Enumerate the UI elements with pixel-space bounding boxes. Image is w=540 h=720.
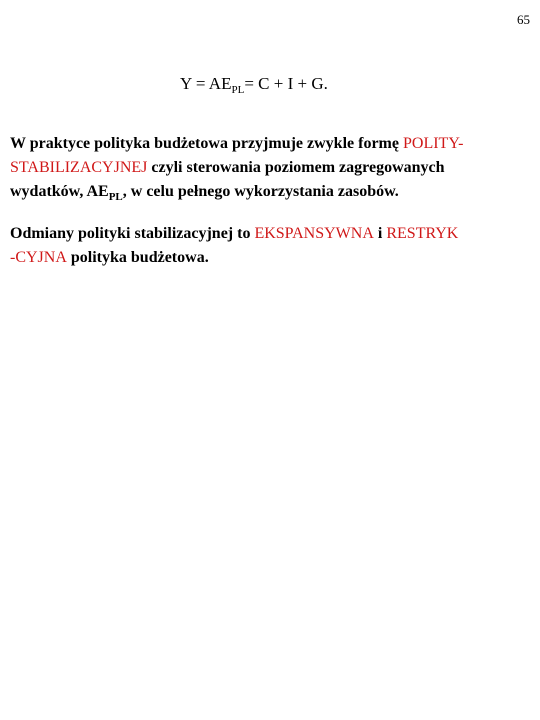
- formula-lhs: Y = AE: [180, 74, 232, 93]
- paragraph1-text-a: W praktyce polityka budżetowa przyjmuje zwykle formę: [10, 135, 403, 152]
- formula: [180, 74, 328, 94]
- formula-rhs: = C + I + G.: [244, 74, 328, 93]
- paragraph2-text-b: i: [373, 225, 387, 242]
- paragraph1-subscript: PL: [108, 191, 123, 203]
- paragraph1-highlight-polity: POLITY-: [402, 135, 464, 152]
- paragraph1-line2: [10, 156, 532, 180]
- paragraph1-highlight-stabilizacyjnej: STABILIZACYJNEJ: [10, 159, 148, 176]
- page-number: 65: [517, 12, 530, 27]
- paragraph2-text-c: polityka budżetowa.: [66, 249, 209, 266]
- paragraph1-line1: [10, 132, 532, 156]
- paragraph1-text-c: wydatków, AE: [10, 183, 109, 200]
- formula-lhs-subscript: PL: [231, 84, 245, 96]
- paragraph2-highlight-ekspansywna: EKSPANSYWNA: [254, 225, 374, 242]
- paragraph2-text-a: Odmiany polityki stabilizacyjnej to: [10, 225, 255, 242]
- paragraph1-text-b: czyli sterowania poziomem zagregowanych: [147, 159, 445, 176]
- paragraph-policy-types: [10, 222, 532, 270]
- paragraph1-text-d: , w celu pełnego wykorzystania zasobów.: [122, 183, 399, 200]
- paragraph-fiscal-policy: [10, 132, 532, 204]
- paragraph2-line1: [10, 222, 532, 246]
- paragraph2-line2: [10, 246, 532, 270]
- paragraph2-highlight-cyjna: -CYJNA: [10, 249, 67, 266]
- paragraph1-line3: [10, 180, 532, 204]
- paragraph2-highlight-restryk: RESTRYK: [386, 225, 459, 242]
